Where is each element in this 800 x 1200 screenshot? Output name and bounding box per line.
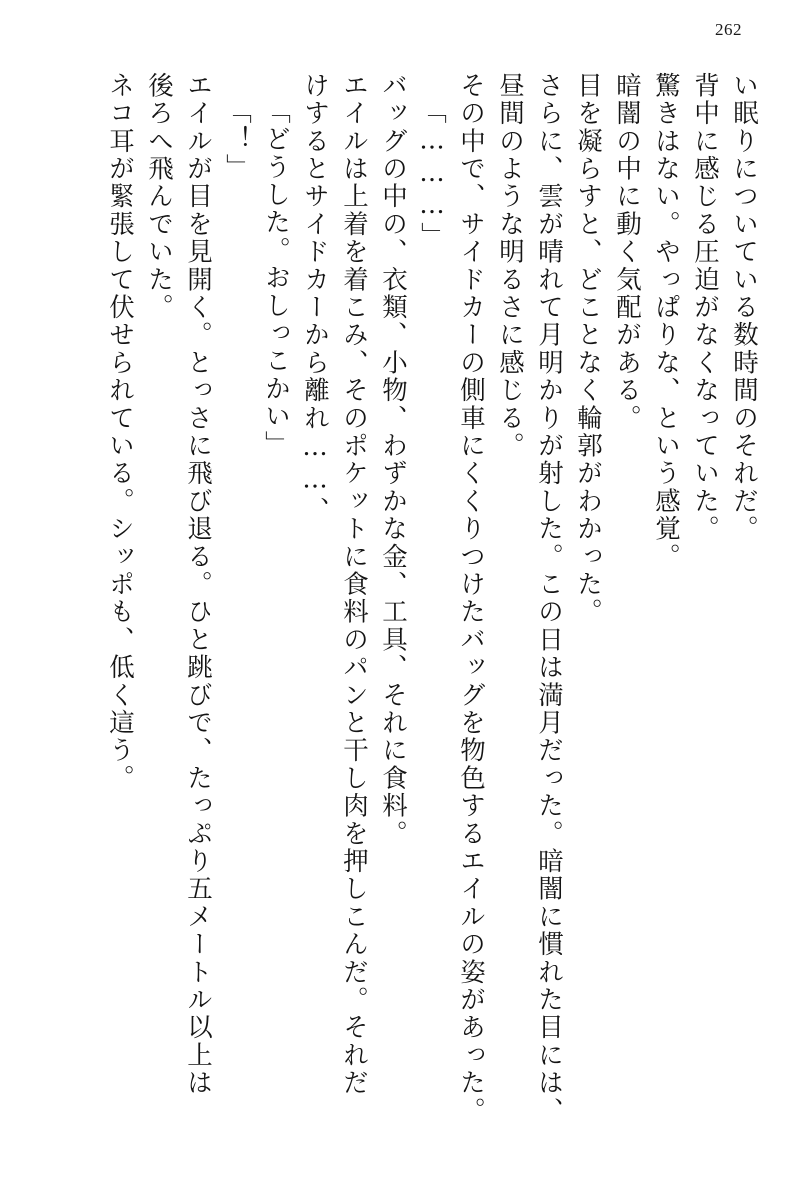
text-line: けするとサイドカーから離れ……、 [300, 72, 330, 525]
text-line: エイルは上着を着こみ、そのポケットに食料のパンと干し肉を押しこんだ。それだ [339, 72, 369, 1097]
text-line: 後ろへ飛んでいた。 [144, 72, 174, 322]
text-line: さらに、雲が晴れて月明かりが射した。この日は満月だった。暗闇に慣れた目には、 [534, 72, 564, 1125]
text-line: エイルが目を見開く。とっさに飛び退る。ひと跳びで、たっぷり五メートル以上は [183, 72, 213, 1097]
text-line: ネコ耳が緊張して伏せられている。シッポも、低く這う。 [105, 72, 135, 793]
text-line: 驚きはない。やっぱりな、という感覚。 [651, 72, 681, 571]
text-line: 背中に感じる圧迫がなくなっていた。 [690, 72, 720, 543]
text-line: 暗闇の中に動く気配がある。 [612, 72, 642, 433]
text-line: その中で、サイドカーの側車にくくりつけたバッグを物色するエイルの姿があった。 [456, 72, 486, 1125]
text-line: 「………」 [417, 98, 447, 250]
text-line: い眠りについている数時間のそれだ。 [729, 72, 759, 543]
vertical-text-body [44, 72, 759, 1152]
text-line: 「！」 [222, 98, 252, 182]
text-line: 昼間のような明るさに感じる。 [495, 72, 525, 460]
page-number: 262 [715, 20, 742, 39]
text-line: 目を凝らすと、どことなく輪郭がわかった。 [573, 72, 603, 626]
text-line: バッグの中の、衣類、小物、わずかな金、工具、それに食料。 [378, 72, 408, 848]
text-line: 「どうした。おしっこかい」 [261, 98, 291, 459]
